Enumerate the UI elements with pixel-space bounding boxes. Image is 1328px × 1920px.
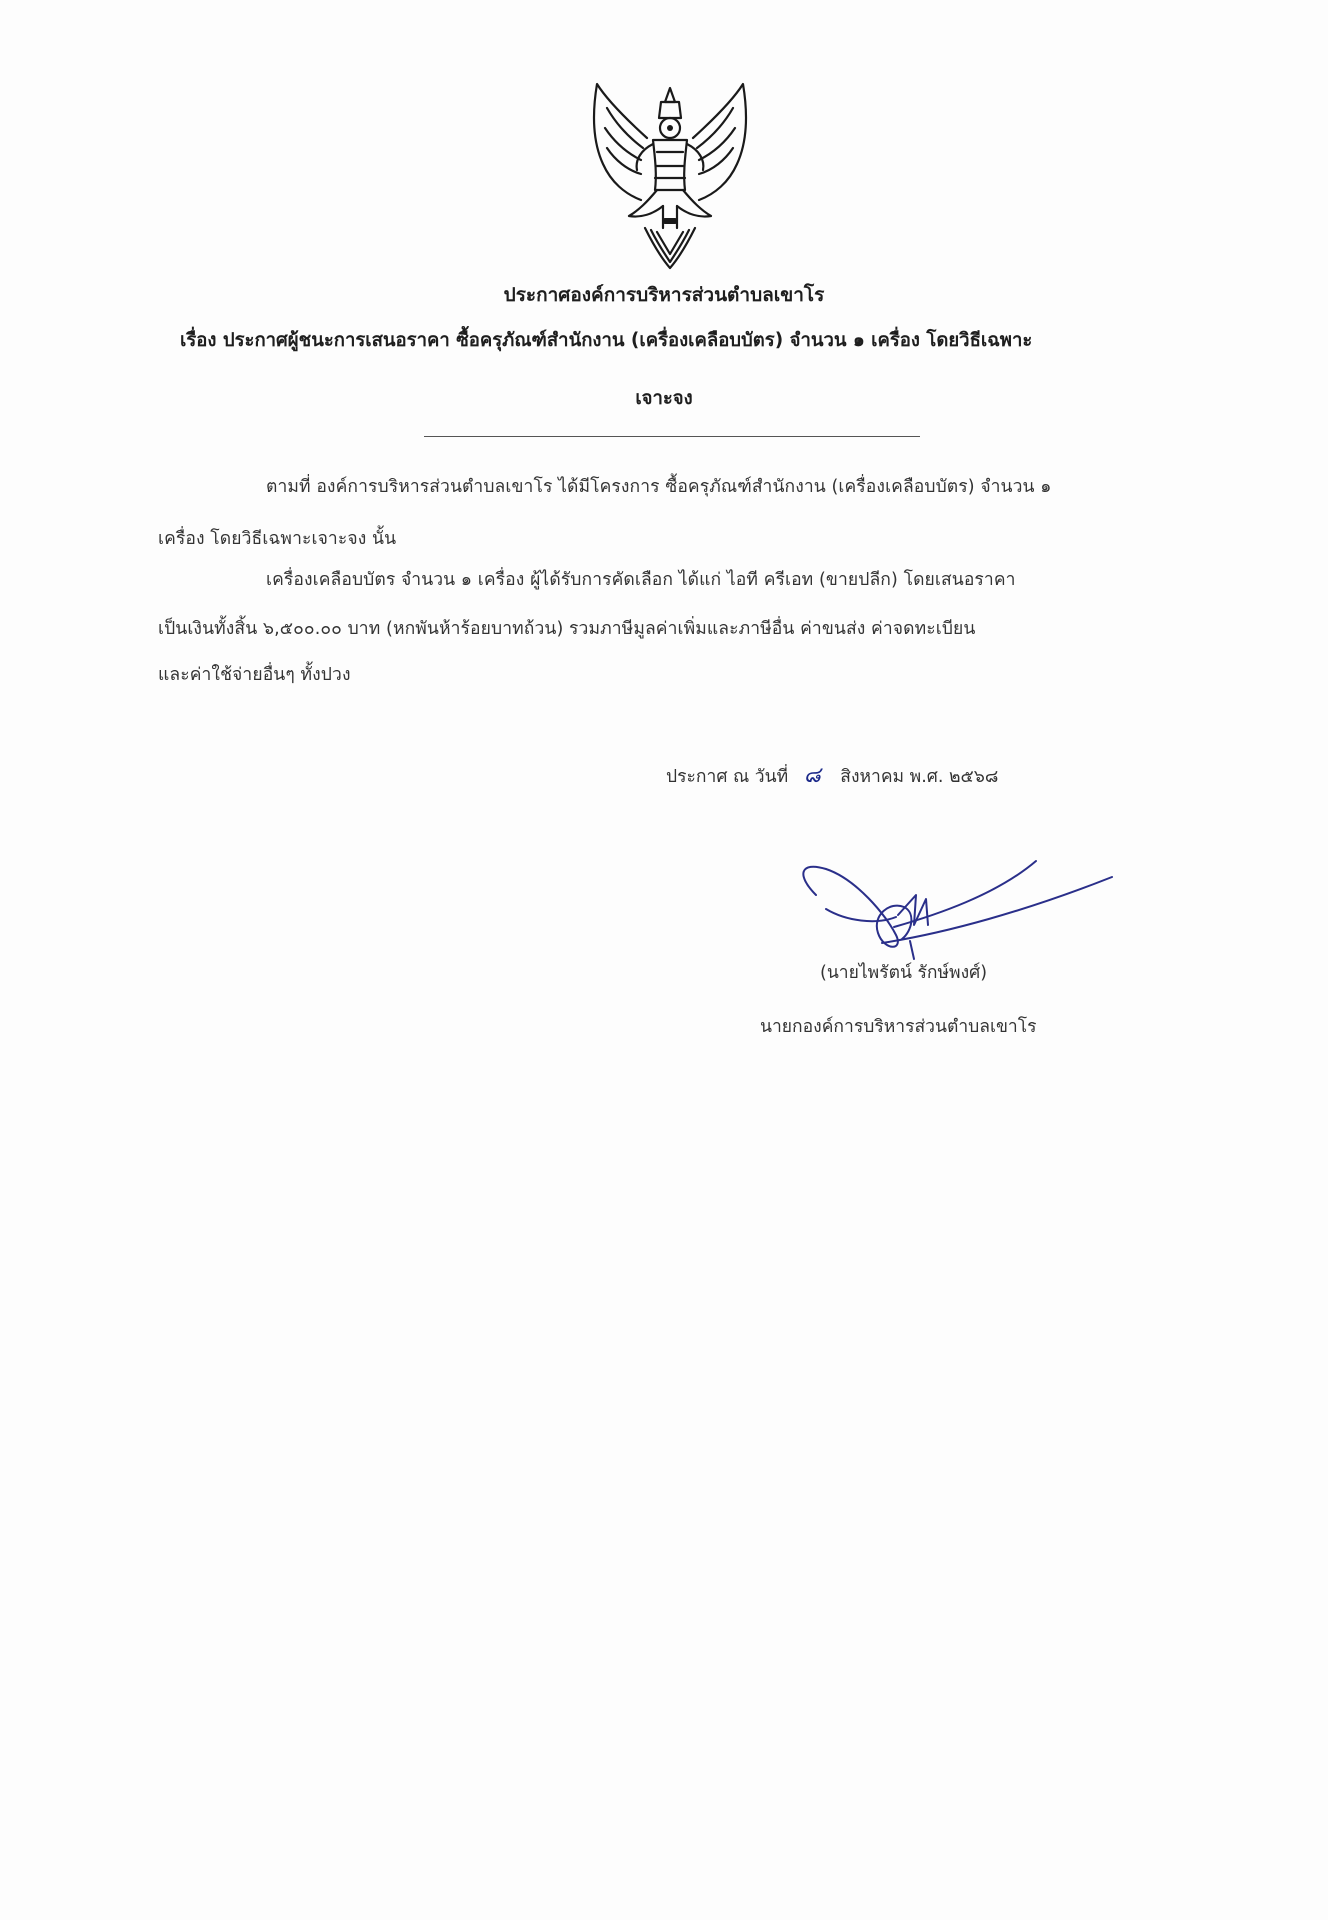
signatory-name: (นายไพรัตน์ รักษ์พงศ์) bbox=[820, 963, 988, 983]
garuda-emblem-icon bbox=[585, 78, 755, 273]
paragraph-1-line-1: ตามที่ องค์การบริหารส่วนตำบลเขาโร ได้มีโครงการ ซื้อครุภัณฑ์สำนักงาน (เครื่องเคลือบบัตร) จำนวน ๑ bbox=[266, 477, 1052, 497]
paragraph-2-line-3: และค่าใช้จ่ายอื่นๆ ทั้งปวง bbox=[158, 665, 351, 685]
announcement-month-year: สิงหาคม พ.ศ. ๒๕๖๘ bbox=[840, 767, 999, 787]
subject-line-2: เจาะจง bbox=[635, 388, 693, 409]
paragraph-2-line-2: เป็นเงินทั้งสิ้น ๖,๕๐๐.๐๐ บาท (หกพันห้าร้อยบาทถ้วน) รวมภาษีมูลค่าเพิ่มและภาษีอื่น ค่าขนส่ง ค่าจดทะเบียน bbox=[158, 619, 976, 639]
header-divider bbox=[424, 436, 920, 437]
announcement-date bbox=[666, 757, 998, 792]
announcement-prefix: ประกาศ ณ วันที่ bbox=[666, 767, 789, 787]
announcement-day: ๘ bbox=[803, 763, 821, 788]
paragraph-1-line-2: เครื่อง โดยวิธีเฉพาะเจาะจง นั้น bbox=[158, 529, 397, 549]
signatory-position: นายกองค์การบริหารส่วนตำบลเขาโร bbox=[760, 1017, 1037, 1037]
handwritten-signature bbox=[786, 855, 1116, 965]
announcement-title: ประกาศองค์การบริหารส่วนตำบลเขาโร bbox=[503, 284, 825, 306]
subject-line-1: เรื่อง ประกาศผู้ชนะการเสนอราคา ซื้อครุภัณฑ์สำนักงาน (เครื่องเคลือบบัตร) จำนวน ๑ เครื่อง โดยวิธีเฉพาะ bbox=[180, 330, 1033, 351]
paragraph-2-line-1: เครื่องเคลือบบัตร จำนวน ๑ เครื่อง ผู้ได้รับการคัดเลือก ได้แก่ ไอที ครีเอท (ขายปลีก) โดยเสนอราคา bbox=[266, 570, 1016, 590]
